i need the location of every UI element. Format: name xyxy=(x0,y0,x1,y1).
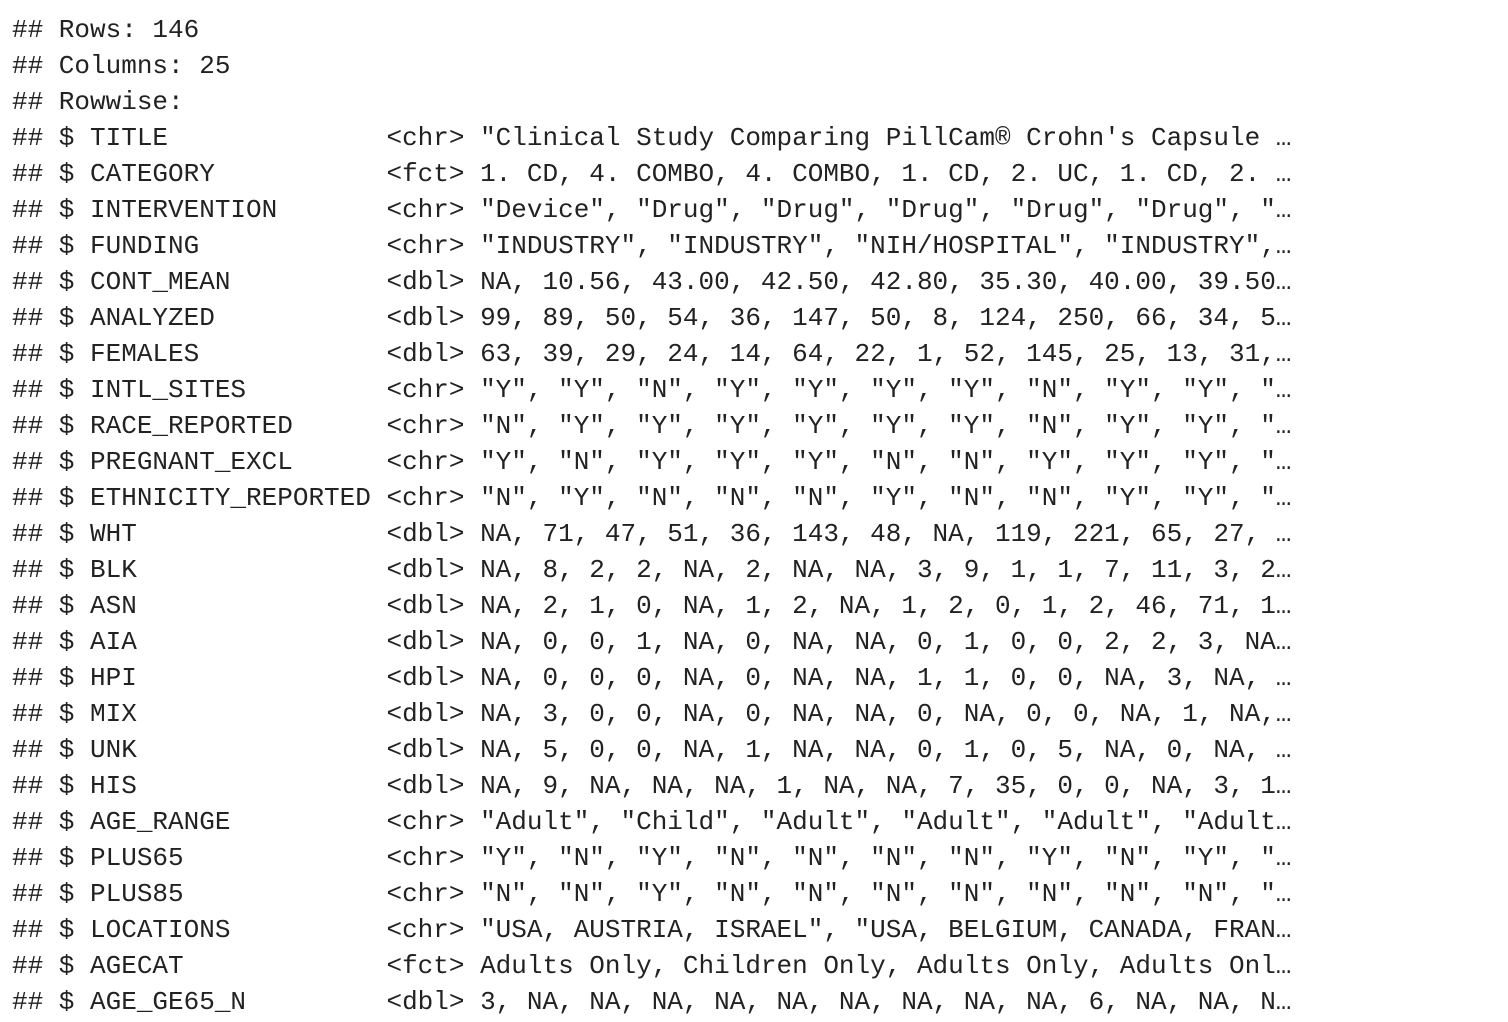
column-line-funding: ## $ FUNDING <chr> "INDUSTRY", "INDUSTRY", "NIH/HOSPITAL", "INDUSTRY",… xyxy=(12,231,1292,261)
column-line-asn: ## $ ASN <dbl> NA, 2, 1, 0, NA, 1, 2, NA, 1, 2, 0, 1, 2, 46, 71, 1… xyxy=(12,591,1292,621)
rows-count-line: ## Rows: 146 xyxy=(12,15,200,45)
column-line-cont-mean: ## $ CONT_MEAN <dbl> NA, 10.56, 43.00, 42.50, 42.80, 35.30, 40.00, 39.50… xyxy=(12,267,1292,297)
column-line-hpi: ## $ HPI <dbl> NA, 0, 0, 0, NA, 0, NA, NA, 1, 1, 0, 0, NA, 3, NA, … xyxy=(12,663,1292,693)
column-line-females: ## $ FEMALES <dbl> 63, 39, 29, 24, 14, 64, 22, 1, 52, 145, 25, 13, 31,… xyxy=(12,339,1292,369)
glimpse-output xyxy=(12,12,1291,1020)
column-line-age-range: ## $ AGE_RANGE <chr> "Adult", "Child", "Adult", "Adult", "Adult", "Adult… xyxy=(12,807,1292,837)
column-line-intl-sites: ## $ INTL_SITES <chr> "Y", "Y", "N", "Y", "Y", "Y", "Y", "N", "Y", "Y", "… xyxy=(12,375,1292,405)
column-line-agecat: ## $ AGECAT <fct> Adults Only, Children Only, Adults Only, Adults Onl… xyxy=(12,951,1292,981)
column-line-intervention: ## $ INTERVENTION <chr> "Device", "Drug", "Drug", "Drug", "Drug", "Drug", "… xyxy=(12,195,1292,225)
column-line-his: ## $ HIS <dbl> NA, 9, NA, NA, NA, 1, NA, NA, 7, 35, 0, 0, NA, 3, 1… xyxy=(12,771,1292,801)
column-line-plus65: ## $ PLUS65 <chr> "Y", "N", "Y", "N", "N", "N", "N", "Y", "N", "Y", "… xyxy=(12,843,1292,873)
column-line-locations: ## $ LOCATIONS <chr> "USA, AUSTRIA, ISRAEL", "USA, BELGIUM, CANADA, FRAN… xyxy=(12,915,1292,945)
column-line-title: ## $ TITLE <chr> "Clinical Study Comparing PillCam® Crohn's Capsule … xyxy=(12,123,1292,153)
column-line-mix: ## $ MIX <dbl> NA, 3, 0, 0, NA, 0, NA, NA, 0, NA, 0, 0, NA, 1, NA,… xyxy=(12,699,1292,729)
column-line-age-ge65-n: ## $ AGE_GE65_N <dbl> 3, NA, NA, NA, NA, NA, NA, NA, NA, NA, 6, NA, NA, N… xyxy=(12,987,1292,1017)
column-line-race-reported: ## $ RACE_REPORTED <chr> "N", "Y", "Y", "Y", "Y", "Y", "Y", "N", "Y", "Y", "… xyxy=(12,411,1292,441)
column-line-pregnant-excl: ## $ PREGNANT_EXCL <chr> "Y", "N", "Y", "Y", "Y", "N", "N", "Y", "Y", "Y", "… xyxy=(12,447,1292,477)
column-line-ethnicity-reported: ## $ ETHNICITY_REPORTED <chr> "N", "Y", "N", "N", "N", "Y", "N", "N", "Y", "Y", "… xyxy=(12,483,1292,513)
column-line-wht: ## $ WHT <dbl> NA, 71, 47, 51, 36, 143, 48, NA, 119, 221, 65, 27, … xyxy=(12,519,1292,549)
columns-count-line: ## Columns: 25 xyxy=(12,51,231,81)
rowwise-line: ## Rowwise: xyxy=(12,87,184,117)
column-line-analyzed: ## $ ANALYZED <dbl> 99, 89, 50, 54, 36, 147, 50, 8, 124, 250, 66, 34, 5… xyxy=(12,303,1292,333)
column-line-plus85: ## $ PLUS85 <chr> "N", "N", "Y", "N", "N", "N", "N", "N", "N", "N", "… xyxy=(12,879,1292,909)
column-line-unk: ## $ UNK <dbl> NA, 5, 0, 0, NA, 1, NA, NA, 0, 1, 0, 5, NA, 0, NA, … xyxy=(12,735,1292,765)
column-line-category: ## $ CATEGORY <fct> 1. CD, 4. COMBO, 4. COMBO, 1. CD, 2. UC, 1. CD, 2. … xyxy=(12,159,1292,189)
column-line-blk: ## $ BLK <dbl> NA, 8, 2, 2, NA, 2, NA, NA, 3, 9, 1, 1, 7, 11, 3, 2… xyxy=(12,555,1292,585)
column-line-aia: ## $ AIA <dbl> NA, 0, 0, 1, NA, 0, NA, NA, 0, 1, 0, 0, 2, 2, 3, NA… xyxy=(12,627,1292,657)
